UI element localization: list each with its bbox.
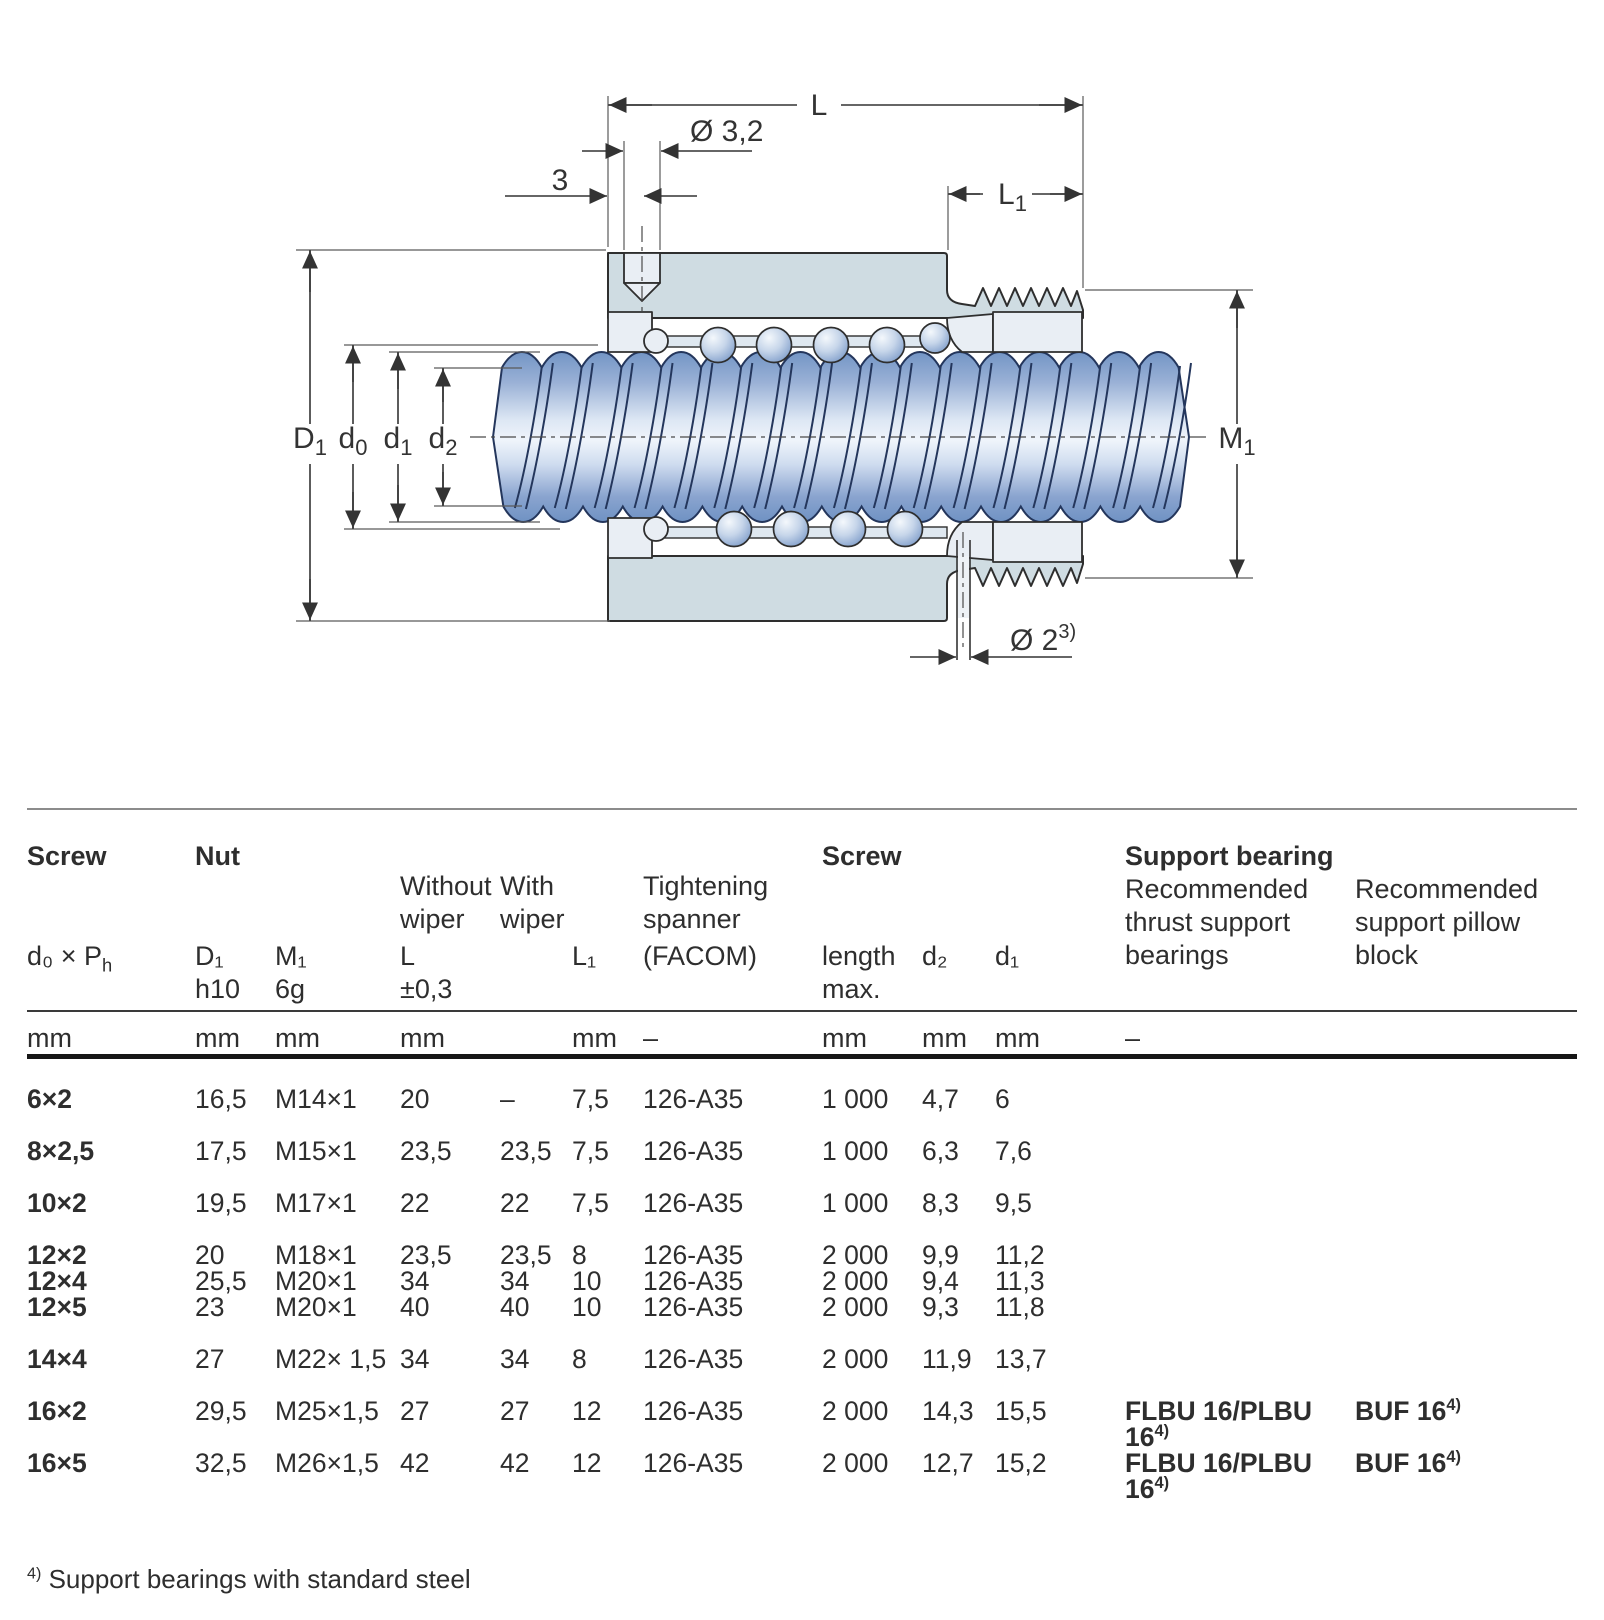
table-row [27, 1086, 1577, 1112]
row-cell: 4,7 [922, 1084, 959, 1114]
header-screw: Screw [27, 841, 107, 871]
row-cell: 34 [500, 1344, 530, 1374]
row-cell: 27 [195, 1344, 225, 1374]
row-cell: 23 [195, 1292, 225, 1322]
row-size-cell: 14×4 [27, 1344, 87, 1374]
header-screw2: Screw [822, 841, 902, 871]
row-cell: 7,5 [572, 1084, 609, 1114]
row-cell: 10 [572, 1292, 602, 1322]
row-cell: 23,5 [400, 1240, 452, 1270]
row-cell: 22 [400, 1188, 430, 1218]
unit-label: – [643, 1023, 659, 1053]
dim-label-L: L [810, 89, 828, 122]
unit-label: mm [27, 1023, 72, 1053]
row-cell: M17×1 [275, 1188, 357, 1218]
header-without-wiper: Without wiper [400, 871, 492, 934]
row-cell: 7,6 [995, 1136, 1032, 1166]
row-cell: 126-A35 [643, 1344, 744, 1374]
footnote-marker: 4) [27, 1564, 42, 1583]
row-cell: 1 000 [822, 1084, 889, 1114]
row-cell: 9,3 [922, 1292, 959, 1322]
row-cell [1355, 1242, 1577, 1268]
sym-facom: (FACOM) [643, 941, 757, 971]
row-cell: 8 [572, 1240, 587, 1270]
unit-label: mm [195, 1023, 240, 1053]
wiper-nose-bottom [644, 517, 668, 541]
row-cell [1125, 1268, 1355, 1294]
ball-screw-diagram [0, 0, 1604, 740]
row-cell [1355, 1346, 1577, 1372]
dim-label-D1: $D_1$ [293, 422, 327, 460]
row-cell [1125, 1242, 1355, 1268]
unit-label [500, 1022, 572, 1055]
row-size-cell: 8×2,5 [27, 1136, 95, 1166]
row-size-cell: 12×2 [27, 1240, 87, 1270]
dim-label-L1: $L_1$ [998, 178, 1027, 216]
row-cell: 12,7 [922, 1448, 974, 1478]
unit-label: mm [995, 1023, 1040, 1053]
wiper-nose-top [644, 329, 668, 353]
row-cell: 126-A35 [643, 1240, 744, 1270]
row-cell: 13,7 [995, 1344, 1047, 1374]
sym-length-max: length max. [822, 941, 896, 1004]
row-cell: 126-A35 [643, 1396, 744, 1426]
row-cell: 126-A35 [643, 1084, 744, 1114]
row-cell: 42 [500, 1448, 530, 1478]
row-cell: 32,5 [195, 1448, 247, 1478]
row-cell [1355, 1294, 1577, 1320]
row-size-cell: 6×2 [27, 1084, 72, 1114]
unit-label: mm [822, 1023, 867, 1053]
row-cell: 9,4 [922, 1266, 959, 1296]
row-cell: 23,5 [500, 1136, 552, 1166]
row-cell: M18×1 [275, 1240, 357, 1270]
row-cell: 12 [572, 1448, 602, 1478]
row-cell: 9,5 [995, 1188, 1032, 1218]
table-row [27, 1398, 1577, 1450]
row-size-cell: 10×2 [27, 1188, 87, 1218]
row-cell: 25,5 [195, 1266, 247, 1296]
row-cell: 20 [195, 1240, 225, 1270]
row-cell: 126-A35 [643, 1448, 744, 1478]
table-body [27, 1086, 1577, 1528]
row-cell: 23,5 [500, 1240, 552, 1270]
row-cell: 2 000 [822, 1266, 889, 1296]
row-cell: M14×1 [275, 1084, 357, 1114]
row-cell: 20 [400, 1084, 430, 1114]
row-cell: M25×1,5 [275, 1396, 379, 1426]
row-cell: 14,3 [922, 1396, 974, 1426]
row-cell: 27 [400, 1396, 430, 1426]
row-cell: 8 [572, 1344, 587, 1374]
row-size-cell: 16×5 [27, 1448, 87, 1478]
row-size-cell: 16×2 [27, 1396, 87, 1426]
row-cell: 40 [500, 1292, 530, 1322]
table-thick-rule [27, 1054, 1577, 1059]
header-support-pillow: Recommended support pillow block [1355, 874, 1539, 970]
row-cell: M22× 1,5 [275, 1344, 387, 1374]
table-units-row [27, 1022, 1577, 1055]
row-cell [1125, 1190, 1355, 1216]
ball-return-funnel-top [947, 314, 993, 352]
row-group [27, 1190, 1577, 1216]
table-mid-rule [27, 1010, 1577, 1012]
table-row [27, 1242, 1577, 1268]
row-cell: 11,8 [995, 1292, 1045, 1322]
row-cell: 126-A35 [643, 1266, 744, 1296]
table-row [27, 1268, 1577, 1294]
row-cell [1125, 1138, 1355, 1164]
row-cell: 7,5 [572, 1136, 609, 1166]
row-cell: 23,5 [400, 1136, 452, 1166]
row-cell: – [500, 1084, 515, 1114]
row-cell: 22 [500, 1188, 530, 1218]
row-cell [1355, 1086, 1577, 1112]
row-cell: 2 000 [822, 1344, 889, 1374]
row-cell: 1 000 [822, 1136, 889, 1166]
row-cell: 2 000 [822, 1240, 889, 1270]
row-cell: BUF 16$^{4)}$ [1355, 1448, 1461, 1478]
dim-label-M1: $M_1$ [1218, 422, 1256, 460]
row-cell [1355, 1138, 1577, 1164]
sym-d2: d₂ [922, 941, 948, 971]
footnote-text: Support bearings with standard steel [48, 1564, 471, 1594]
row-cell: 8,3 [922, 1188, 959, 1218]
dim-label-hole-offset: 3 [551, 164, 569, 197]
sym-M1: M₁ 6g [275, 941, 307, 1004]
sym-d0xph: $d_0 \times P_h$ [27, 941, 113, 976]
header-nut: Nut [195, 841, 240, 871]
table-row [27, 1138, 1577, 1164]
row-cell [1355, 1268, 1577, 1294]
row-cell: 9,9 [922, 1240, 959, 1270]
row-cell: 29,5 [195, 1396, 247, 1426]
row-cell: 27 [500, 1396, 530, 1426]
row-cell: 7,5 [572, 1188, 609, 1218]
row-cell [1125, 1086, 1355, 1112]
row-cell: 34 [500, 1266, 530, 1296]
row-cell: FLBU 16/PLBU 16$^{4)}$ [1125, 1396, 1312, 1452]
dim-label-d2: $d_2$ [428, 422, 458, 460]
unit-label: mm [275, 1023, 320, 1053]
sym-L1: L₁ [572, 941, 597, 971]
table-row [27, 1450, 1577, 1502]
unit-label: mm [572, 1023, 617, 1053]
threaded-end-sleeve-top [993, 312, 1082, 352]
row-cell: 126-A35 [643, 1292, 744, 1322]
row-cell: 2 000 [822, 1448, 889, 1478]
footnote [27, 1564, 471, 1595]
row-cell: 16,5 [195, 1084, 247, 1114]
unit-label [1355, 1022, 1577, 1055]
row-cell: 40 [400, 1292, 430, 1322]
row-cell: 6,3 [922, 1136, 959, 1166]
row-cell: 2 000 [822, 1292, 889, 1322]
row-group [27, 1242, 1577, 1320]
table-header-symbols [27, 940, 1577, 1006]
row-cell: 11,9 [922, 1344, 972, 1374]
header-support-bearing: Support bearing Recommended thrust support bearings [1125, 841, 1334, 970]
row-cell: 12 [572, 1396, 602, 1426]
sym-D1: D₁ h10 [195, 941, 241, 1004]
row-cell: 34 [400, 1344, 430, 1374]
row-group [27, 1138, 1577, 1164]
row-cell [1125, 1346, 1355, 1372]
row-cell: 126-A35 [643, 1188, 744, 1218]
dim-label-end-hole: Ø 2$^{3)}$ [1010, 621, 1077, 657]
row-size-cell: 12×5 [27, 1292, 87, 1322]
row-group [27, 1346, 1577, 1372]
row-cell: M20×1 [275, 1292, 357, 1322]
dim-label-hole-dia: Ø 3,2 [690, 115, 764, 148]
row-cell: 10 [572, 1266, 602, 1296]
row-cell: 6 [995, 1084, 1010, 1114]
row-cell: 11,2 [995, 1240, 1045, 1270]
row-cell: FLBU 16/PLBU 16$^{4)}$ [1125, 1448, 1312, 1504]
unit-label: mm [400, 1023, 445, 1053]
row-cell: 15,5 [995, 1396, 1047, 1426]
row-cell: 126-A35 [643, 1136, 744, 1166]
row-cell: BUF 16$^{4)}$ [1355, 1396, 1461, 1426]
row-cell: M20×1 [275, 1266, 357, 1296]
dim-label-d1: $d_1$ [383, 422, 413, 460]
sym-d1: d₁ [995, 941, 1020, 971]
row-size-cell: 12×4 [27, 1266, 87, 1296]
unit-label: mm [922, 1023, 967, 1053]
table-top-rule [27, 808, 1577, 810]
row-cell [1125, 1294, 1355, 1320]
row-cell: 19,5 [195, 1188, 247, 1218]
row-cell: 17,5 [195, 1136, 247, 1166]
table-row [27, 1190, 1577, 1216]
row-group [27, 1398, 1577, 1502]
row-cell: 15,2 [995, 1448, 1047, 1478]
row-cell: 11,3 [995, 1266, 1045, 1296]
row-cell: 42 [400, 1448, 430, 1478]
row-cell: M26×1,5 [275, 1448, 379, 1478]
unit-label: – [1125, 1023, 1141, 1053]
threaded-end-sleeve-bottom [993, 522, 1082, 562]
header-with-wiper: With wiper [500, 871, 565, 934]
row-cell [1355, 1190, 1577, 1216]
row-group [27, 1086, 1577, 1112]
row-cell: M15×1 [275, 1136, 357, 1166]
nut-lower-half [608, 556, 1083, 621]
row-cell: 1 000 [822, 1188, 889, 1218]
row-cell: 34 [400, 1266, 430, 1296]
row-cell: 2 000 [822, 1396, 889, 1426]
nut-upper-half [608, 253, 1083, 318]
header-tightening-spanner: Tightening spanner [643, 871, 769, 934]
table-row [27, 1346, 1577, 1372]
table-row [27, 1294, 1577, 1320]
dim-label-d0: $d_0$ [338, 422, 368, 460]
sym-L: L ±0,3 [400, 941, 453, 1004]
